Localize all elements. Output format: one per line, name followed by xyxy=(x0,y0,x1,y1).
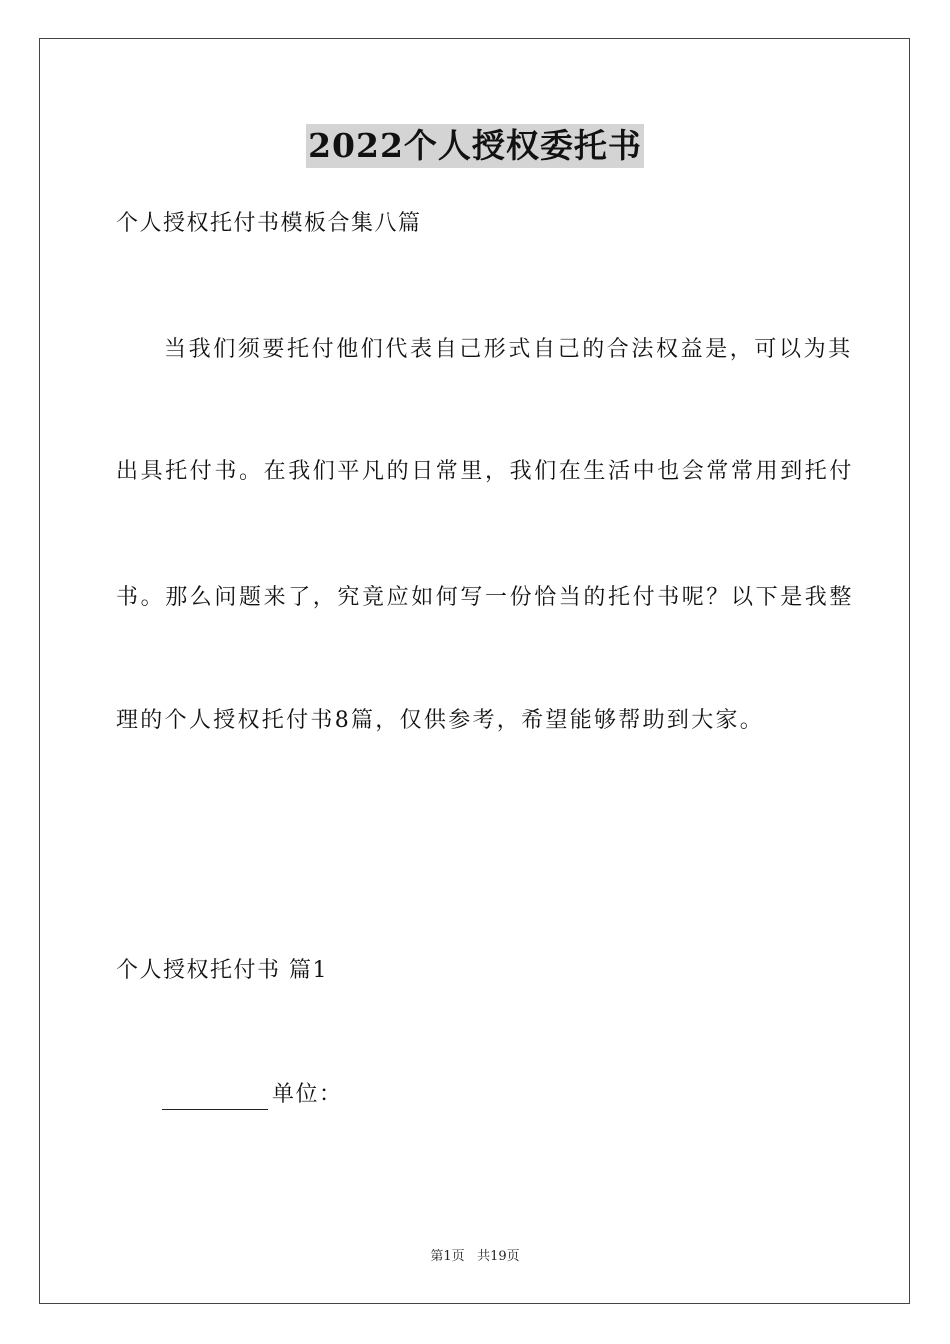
intro-line-3: 书。那么问题来了，究竟应如何写一份恰当的托付书呢？以下是我整 xyxy=(116,585,855,610)
document-title: 2022个人授权委托书 xyxy=(306,124,644,168)
page-footer xyxy=(0,1248,950,1266)
intro-line-2: 出具托付书。在我们平凡的日常里，我们在生活中也会常常用到托付 xyxy=(116,459,855,484)
unit-line xyxy=(162,1080,343,1110)
intro-line-1: 当我们须要托付他们代表自己形式自己的合法权益是，可以为其 xyxy=(164,337,853,362)
document-subtitle: 个人授权托付书模板合集八篇 xyxy=(116,211,422,236)
unit-blank-field xyxy=(162,1085,268,1110)
total-pages-label: 共19页 xyxy=(477,1249,520,1264)
title-container xyxy=(0,124,950,168)
unit-label: 单位： xyxy=(272,1082,343,1107)
section-heading: 个人授权托付书 篇1 xyxy=(116,958,328,983)
current-page-label: 第1页 xyxy=(430,1249,465,1264)
intro-line-4: 理的个人授权托付书8篇，仅供参考，希望能够帮助到大家。 xyxy=(116,708,765,733)
